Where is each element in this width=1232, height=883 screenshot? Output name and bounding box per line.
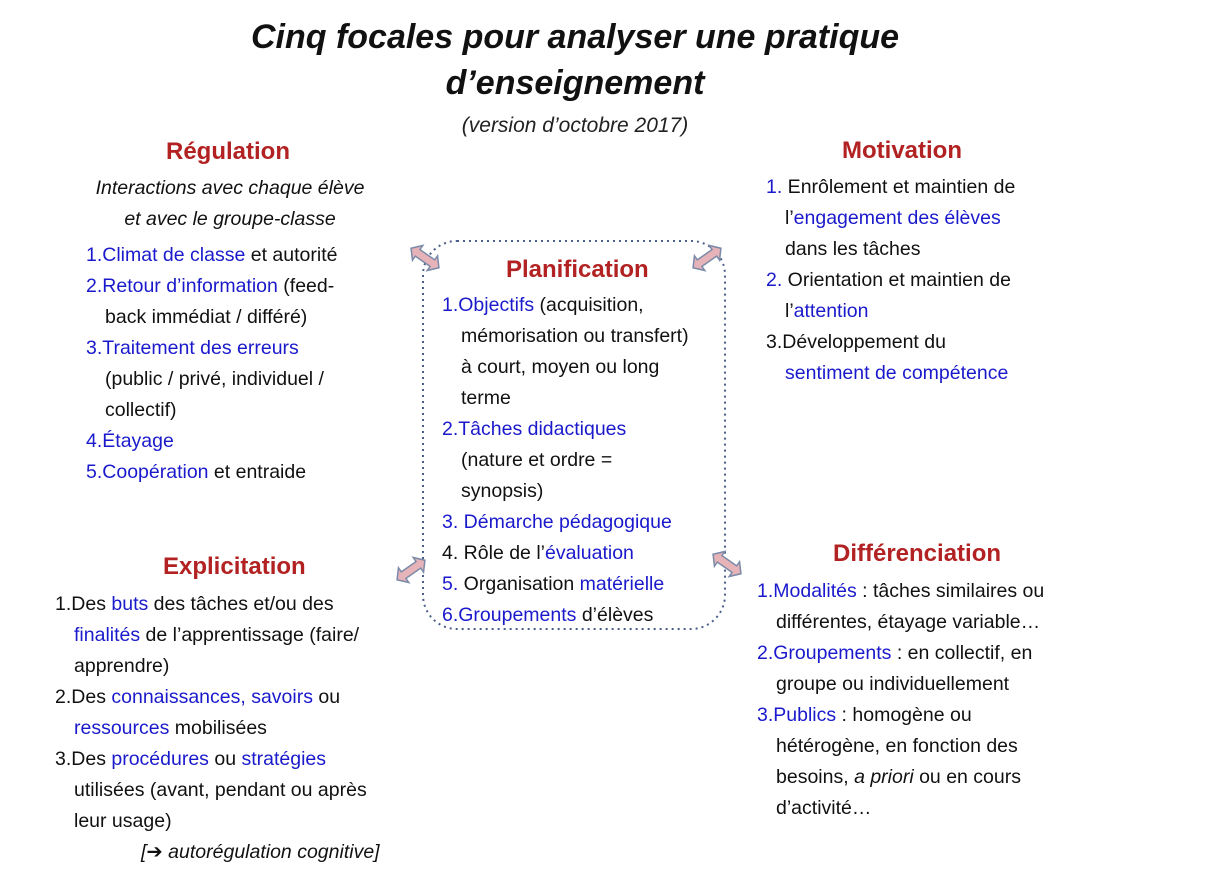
list-item: 1.Des buts des tâches et/ou des: [55, 593, 334, 615]
list-item-continuation: leur usage): [74, 810, 172, 832]
list-item-continuation: apprendre): [74, 655, 170, 677]
regulation-heading: Régulation: [166, 138, 290, 165]
list-item-continuation: terme: [461, 387, 511, 409]
motivation-list: [766, 172, 1086, 389]
list-item: 5. Organisation matérielle: [442, 573, 665, 595]
regulation-intro-line-1: Interactions avec chaque élève: [95, 177, 365, 199]
planification-heading: Planification: [506, 256, 649, 283]
explicitation-list: [55, 589, 405, 868]
list-item-continuation: (public / privé, individuel /: [105, 368, 324, 390]
list-item-continuation: d’activité…: [776, 797, 872, 819]
list-item: 3.Des procédures ou stratégies: [55, 748, 327, 770]
regulation-intro-line-2: et avec le groupe-classe: [124, 208, 336, 230]
list-item-continuation: collectif): [105, 399, 177, 421]
list-item-continuation: différentes, étayage variable…: [776, 611, 1041, 633]
list-item-continuation: sentiment de compétence: [785, 362, 1009, 384]
list-item-continuation: dans les tâches: [785, 238, 921, 260]
list-item: 4. Rôle de l’évaluation: [442, 542, 634, 564]
list-item-continuation: ressources mobilisées: [74, 717, 267, 739]
title-line-2: d’enseignement: [445, 64, 705, 102]
list-item: 2.Groupements : en collectif, en: [757, 642, 1033, 664]
title-line-1: Cinq focales pour analyser une pratique: [250, 18, 900, 56]
list-item: 1.Climat de classe et autorité: [86, 244, 338, 266]
arrow-top-right-icon: [690, 243, 724, 273]
list-item: 3.Développement du: [766, 331, 946, 353]
list-item: 3. Démarche pédagogique: [442, 511, 672, 533]
subtitle: (version d’octobre 2017): [461, 114, 689, 137]
list-item-continuation: mémorisation ou transfert): [461, 325, 689, 347]
arrow-top-left-icon: [408, 243, 442, 273]
list-item-continuation: l’engagement des élèves: [785, 207, 1001, 229]
list-item: 2.Des connaissances, savoirs ou: [55, 686, 341, 708]
list-item-continuation: utilisées (avant, pendant ou après: [74, 779, 367, 801]
explicitation-heading: Explicitation: [163, 553, 306, 580]
list-item-continuation: groupe ou individuellement: [776, 673, 1010, 695]
list-item: 1. Enrôlement et maintien de: [766, 176, 1016, 198]
list-item: 5.Coopération et entraide: [86, 461, 307, 483]
list-item: 2.Retour d’information (feed-: [86, 275, 335, 297]
list-item-continuation: besoins, a priori ou en cours: [776, 766, 1021, 788]
page-title: [0, 14, 1150, 106]
list-item: 1.Modalités : tâches similaires ou: [757, 580, 1045, 602]
planification-list: [442, 290, 732, 631]
differenciation-heading: Différenciation: [833, 540, 1002, 567]
explicitation-note: [➔ autorégulation cognitive]: [141, 841, 380, 863]
regulation-intro: [60, 173, 400, 235]
list-item: 6.Groupements d’élèves: [442, 604, 654, 626]
regulation-list: [86, 240, 406, 488]
motivation-heading: Motivation: [842, 137, 962, 164]
list-item: 3.Traitement des erreurs: [86, 337, 299, 359]
list-item: 4.Étayage: [86, 430, 174, 452]
list-item-continuation: l’attention: [785, 300, 869, 322]
list-item-continuation: à court, moyen ou long: [461, 356, 660, 378]
list-item-continuation: synopsis): [461, 480, 544, 502]
list-item: 2. Orientation et maintien de: [766, 269, 1011, 291]
list-item-continuation: (nature et ordre =: [461, 449, 613, 471]
list-item-continuation: back immédiat / différé): [105, 306, 308, 328]
list-item-continuation: hétérogène, en fonction des: [776, 735, 1018, 757]
arrow-bottom-left-icon: [394, 555, 428, 585]
list-item: 1.Objectifs (acquisition,: [442, 294, 644, 316]
list-item: 3.Publics : homogène ou: [757, 704, 972, 726]
list-item: 2.Tâches didactiques: [442, 418, 627, 440]
list-item-continuation: finalités de l’apprentissage (faire/: [74, 624, 360, 646]
right-arrow-icon: ➔: [146, 841, 163, 863]
differenciation-list: [757, 576, 1097, 824]
